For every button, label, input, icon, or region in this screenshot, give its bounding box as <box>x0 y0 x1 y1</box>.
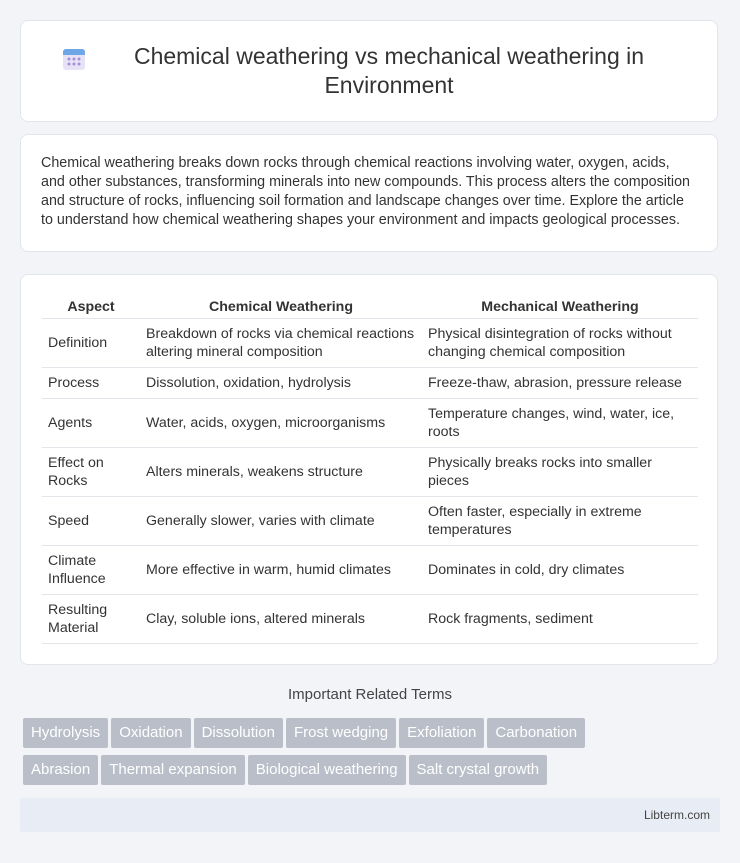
row-chemical: Alters minerals, weakens structure <box>140 448 422 497</box>
title-card <box>20 20 718 122</box>
related-terms-list <box>23 718 703 792</box>
row-mechanical: Dominates in cold, dry climates <box>422 546 698 595</box>
row-mechanical: Physical disintegration of rocks without changing chemical composition <box>422 319 698 368</box>
header-aspect: Aspect <box>42 295 140 319</box>
row-aspect: Effect on Rocks <box>42 448 140 497</box>
table-row <box>42 399 698 448</box>
tag-oxidation[interactable]: Oxidation <box>111 718 190 748</box>
tag-carbonation[interactable]: Carbonation <box>487 718 585 748</box>
row-chemical: Dissolution, oxidation, hydrolysis <box>140 368 422 399</box>
row-aspect: Climate Influence <box>42 546 140 595</box>
table-row <box>42 448 698 497</box>
tag-abrasion[interactable]: Abrasion <box>23 755 98 785</box>
comparison-card <box>20 274 718 665</box>
header-chemical: Chemical Weathering <box>140 295 422 319</box>
tag-frost-wedging[interactable]: Frost wedging <box>286 718 396 748</box>
footer <box>20 798 720 832</box>
tag-thermal-expansion[interactable]: Thermal expansion <box>101 755 245 785</box>
tag-biological-weathering[interactable]: Biological weathering <box>248 755 406 785</box>
row-chemical: Water, acids, oxygen, microorganisms <box>140 399 422 448</box>
row-mechanical: Often faster, especially in extreme temperatures <box>422 497 698 546</box>
row-chemical: Clay, soluble ions, altered minerals <box>140 595 422 644</box>
tag-exfoliation[interactable]: Exfoliation <box>399 718 484 748</box>
row-aspect: Agents <box>42 399 140 448</box>
row-mechanical: Rock fragments, sediment <box>422 595 698 644</box>
row-mechanical: Physically breaks rocks into smaller pieces <box>422 448 698 497</box>
footer-site-link[interactable]: Libterm.com <box>643 808 710 822</box>
comparison-table <box>42 295 698 644</box>
table-header-row <box>42 295 698 319</box>
row-mechanical: Temperature changes, wind, water, ice, roots <box>422 399 698 448</box>
tag-salt-crystal-growth[interactable]: Salt crystal growth <box>409 755 548 785</box>
row-mechanical: Freeze-thaw, abrasion, pressure release <box>422 368 698 399</box>
row-aspect: Resulting Material <box>42 595 140 644</box>
row-chemical: Breakdown of rocks via chemical reactions altering mineral composition <box>140 319 422 368</box>
related-terms-title: Important Related Terms <box>288 686 452 703</box>
header-mechanical: Mechanical Weathering <box>422 295 698 319</box>
table-row <box>42 319 698 368</box>
row-aspect: Speed <box>42 497 140 546</box>
row-chemical: Generally slower, varies with climate <box>140 497 422 546</box>
page-title: Chemical weathering vs mechanical weathering in Environment <box>133 43 645 98</box>
row-aspect: Process <box>42 368 140 399</box>
intro-card <box>20 134 718 252</box>
row-aspect: Definition <box>42 319 140 368</box>
tag-hydrolysis[interactable]: Hydrolysis <box>23 718 108 748</box>
table-row <box>42 546 698 595</box>
table-row <box>42 497 698 546</box>
intro-text: Chemical weathering breaks down rocks through chemical reactions involving water, oxygen, acids, and other substances, transforming minerals into new compounds. This process alters the composition and structure of rocks, influencing soil formation and landscape changes over time. Explore the article to understand how chemical weathering shapes your environment and impacts geological processes. <box>41 155 690 228</box>
calendar-icon <box>61 46 87 72</box>
table-row <box>42 368 698 399</box>
row-chemical: More effective in warm, humid climates <box>140 546 422 595</box>
table-row <box>42 595 698 644</box>
tag-dissolution[interactable]: Dissolution <box>194 718 283 748</box>
